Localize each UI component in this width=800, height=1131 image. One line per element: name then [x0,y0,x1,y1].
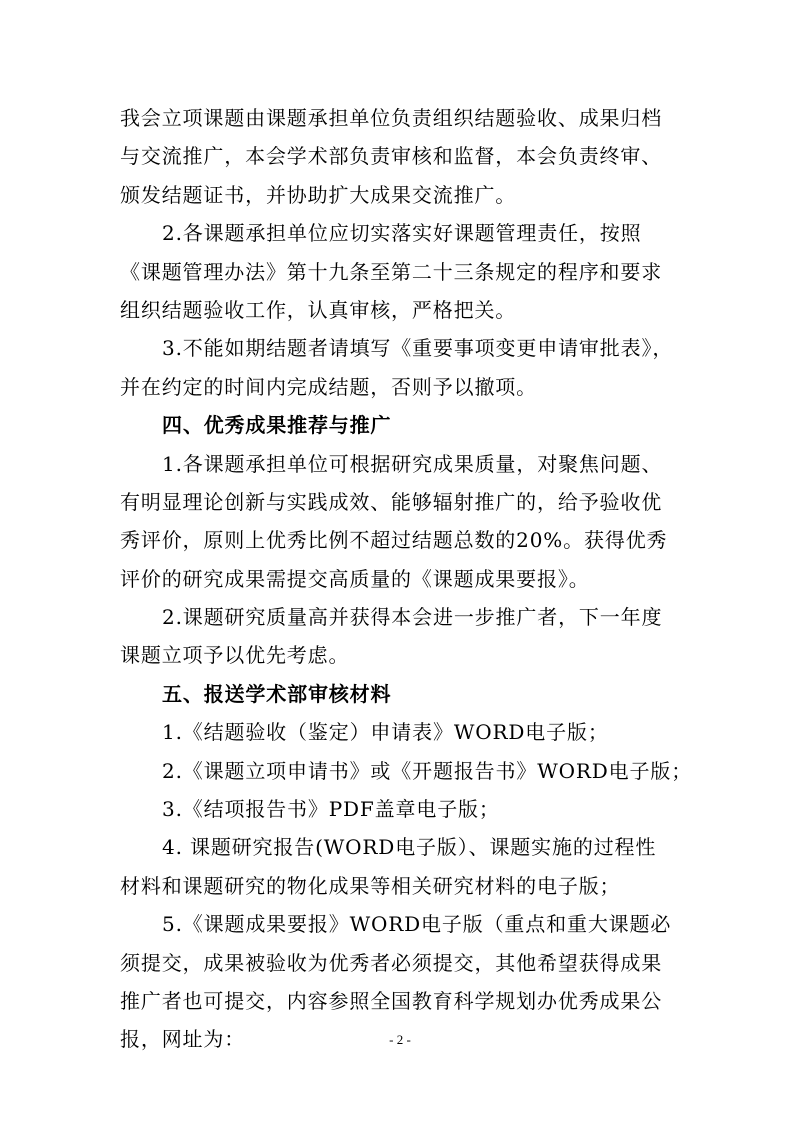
text-line: 2.各课题承担单位应切实落实好课题管理责任，按照 [162,221,642,246]
document-body [120,99,700,1059]
text-line: 报，网址为： [120,1027,246,1052]
text-line: 《课题管理办法》第十九条至第二十三条规定的程序和要求 [120,259,663,284]
text-line: 2.《课题立项申请书》或《开题报告书》WORD电子版； [162,758,693,783]
text-line: 1.各课题承担单位可根据研究成果质量，对聚焦问题、 [162,451,663,476]
text-line: 1.《结题验收（鉴定）申请表》WORD电子版； [162,720,609,745]
text-line: 材料和课题研究的物化成果等相关研究材料的电子版； [120,873,621,898]
text-line: 评价的研究成果需提交高质量的《课题成果要报》。 [120,566,590,591]
text-line: 5.《课题成果要报》WORD电子版（重点和重大课题必 [162,912,672,937]
text-line: 2.课题研究质量高并获得本会进一步推广者，下一年度 [162,605,663,630]
text-line: 并在约定的时间内完成结题，否则予以撤项。 [120,374,537,399]
text-line: 秀评价，原则上优秀比例不超过结题总数的20%。获得优秀 [120,528,668,553]
section-heading: 五、报送学术部审核材料 [162,681,392,706]
text-line: 3.《结项报告书》PDF盖章电子版； [162,797,500,822]
text-line: 我会立项课题由课题承担单位负责组织结题验收、成果归档 [120,106,663,130]
text-line: 有明显理论创新与实践成效、能够辐射推广的，给予验收优 [120,489,663,514]
text-line: 4. 课题研究报告(WORD电子版）、课题实施的过程性 [162,835,657,860]
text-line: 推广者也可提交，内容参照全国教育科学规划办优秀成果公 [120,988,663,1013]
section-heading: 四、优秀成果推荐与推广 [162,413,392,438]
text-line: 3.不能如期结题者请填写《重要事项变更申请审批表》， [162,336,674,361]
text-line: 课题立项予以优先考虑。 [120,643,350,668]
text-line: 须提交，成果被验收为优秀者必须提交，其他希望获得成果 [120,950,663,975]
text-line: 颁发结题证书，并协助扩大成果交流推广。 [120,182,517,207]
text-line: 组织结题验收工作，认真审核，严格把关。 [120,297,517,322]
text-line: 与交流推广，本会学术部负责审核和监督，本会负责终审、 [120,144,663,169]
page-number: - 2 - [389,1032,411,1047]
